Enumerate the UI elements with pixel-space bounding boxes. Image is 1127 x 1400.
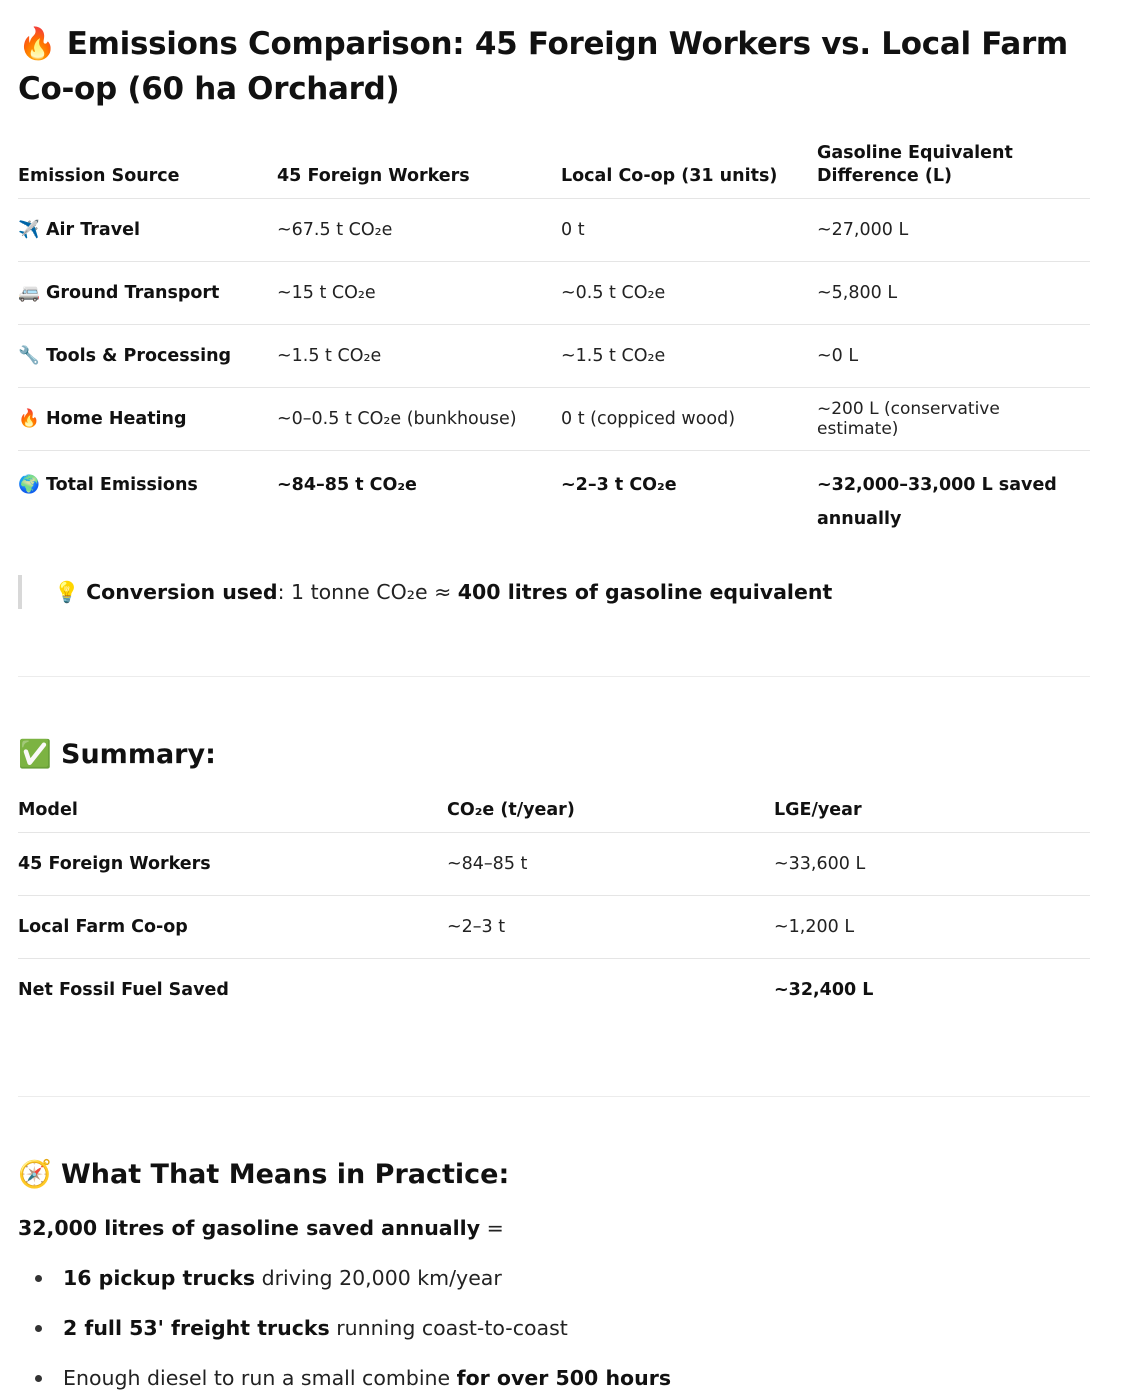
page-title: 🔥 Emissions Comparison: 45 Foreign Workers vs. Local Farm Co-op (60 ha Orchard) [18,26,1068,107]
list-item-bold: 16 pickup trucks [63,1266,256,1290]
practice-intro [18,1212,504,1244]
summary-table [18,790,1090,1021]
foreign-cell: ~67.5 t CO₂e [277,220,393,240]
source-cell [18,283,277,303]
table-row [18,896,1090,959]
foreign-cell: ~1.5 t CO₂e [277,346,382,366]
column-header: 45 Foreign Workers [277,166,470,186]
table-row [18,959,1090,1021]
list-item-text: Enough diesel to run a small combine [63,1366,457,1390]
conversion-callout [18,575,1090,609]
list-item [18,1362,1090,1400]
column-header: Emission Source [18,166,180,186]
source-label: Air Travel [46,220,140,240]
summary-heading: ✅ Summary: [18,739,216,770]
source-cell [18,346,277,366]
lge-cell: ~33,600 L [774,854,866,874]
source-cell [18,409,277,429]
table-header-row [18,790,1090,833]
wrench-icon: 🔧 [18,346,40,366]
model-cell: Local Farm Co-op [18,917,188,937]
section-divider [18,676,1090,677]
source-label: Tools & Processing [46,346,232,366]
lge-cell: ~32,400 L [774,980,874,1000]
practice-heading: 🧭 What That Means in Practice: [18,1159,510,1190]
source-label: Ground Transport [46,283,220,303]
fire-icon: 🔥 [18,409,40,429]
intro-rest: = [480,1216,504,1240]
list-item [18,1312,1090,1362]
foreign-cell: ~0–0.5 t CO₂e (bunkhouse) [277,409,517,429]
source-cell [18,220,277,240]
table-header-row [18,140,1090,199]
diff-total-cell: ~32,000–33,000 L saved annually [817,475,1057,529]
table-row-total [18,451,1090,533]
local-cell: 0 t [561,220,585,240]
list-item-text: running coast-to-coast [329,1316,568,1340]
emissions-table [18,140,1090,533]
diff-cell: ~0 L [817,346,859,366]
practice-list [18,1262,1090,1400]
foreign-total-cell: ~84–85 t CO₂e [277,475,417,495]
diff-cell: ~27,000 L [817,220,909,240]
lightbulb-icon: 💡 [54,580,80,604]
column-header: LGE/year [774,800,862,820]
column-header: Local Co-op (31 units) [561,166,778,186]
airplane-icon: ✈️ [18,220,40,240]
callout-label: Conversion used [86,580,278,604]
table-row [18,388,1090,451]
local-cell: ~1.5 t CO₂e [561,346,666,366]
callout-text: : 1 tonne CO₂e ≈ [277,580,458,604]
local-total-cell: ~2–3 t CO₂e [561,475,677,495]
source-cell [18,468,277,502]
diff-cell: ~5,800 L [817,283,898,303]
foreign-cell: ~15 t CO₂e [277,283,376,303]
local-cell: ~0.5 t CO₂e [561,283,666,303]
globe-icon: 🌍 [18,475,40,495]
source-label: Home Heating [46,409,187,429]
column-header: Model [18,800,78,820]
table-row [18,199,1090,262]
local-cell: 0 t (coppiced wood) [561,409,736,429]
column-header: CO₂e (t/year) [447,800,575,820]
list-item-bold: 2 full 53' freight trucks [63,1316,330,1340]
section-divider [18,1096,1090,1097]
list-item [18,1262,1090,1312]
callout-emphasis: 400 litres of gasoline equivalent [457,580,833,604]
column-header: Gasoline Equivalent Difference (L) [817,143,1013,186]
diff-cell: ~200 L (conservative estimate) [817,399,1000,439]
table-row [18,262,1090,325]
table-row [18,325,1090,388]
table-row [18,833,1090,896]
co2e-cell: ~84–85 t [447,854,528,874]
list-item-bold: for over 500 hours [456,1366,672,1390]
co2e-cell: ~2–3 t [447,917,506,937]
source-label: Total Emissions [46,475,198,495]
minibus-icon: 🚐 [18,283,40,303]
model-cell: 45 Foreign Workers [18,854,211,874]
list-item-text: driving 20,000 km/year [255,1266,502,1290]
model-cell: Net Fossil Fuel Saved [18,980,229,1000]
intro-bold: 32,000 litres of gasoline saved annually [18,1216,481,1240]
lge-cell: ~1,200 L [774,917,855,937]
